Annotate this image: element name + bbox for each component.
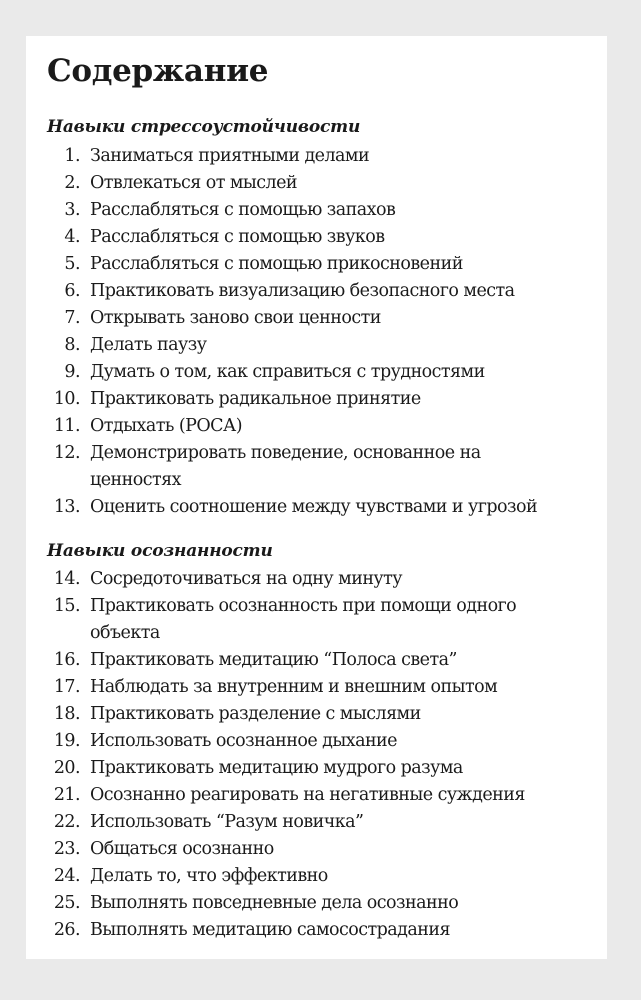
book-page (26, 36, 607, 959)
toc-item-number: 17. (53, 677, 80, 697)
toc-item (26, 917, 530, 944)
page-title: Содержание (47, 53, 269, 89)
toc-item-text: Отдыхать (РОСА) (90, 416, 242, 436)
toc-item-number: 1. (64, 146, 80, 166)
toc-item-number: 24. (53, 866, 80, 886)
toc-item-text: Делать то, что эффективно (90, 866, 328, 886)
toc-item (26, 863, 530, 890)
toc-item-number: 2. (64, 173, 80, 193)
toc-item (26, 197, 537, 224)
toc-item-number: 25. (53, 893, 80, 913)
toc-item-text: Наблюдать за внутренним и внешним опытом (90, 677, 498, 697)
toc-item (26, 701, 530, 728)
toc-item-text: Общаться осознанно (90, 839, 274, 859)
toc-item-text: Делать паузу (90, 335, 207, 355)
toc-item (26, 143, 537, 170)
toc-item (26, 566, 530, 593)
toc-item-text: Использовать “Разум новичка” (90, 812, 364, 832)
toc-item-text: Практиковать визуализацию безопасного места (90, 281, 515, 301)
toc-item (26, 440, 537, 494)
toc-item-text: Заниматься приятными делами (90, 146, 370, 166)
toc-item-number: 20. (53, 758, 80, 778)
toc-item (26, 494, 537, 521)
toc-item-number: 13. (53, 497, 80, 517)
toc-item (26, 674, 530, 701)
toc-item-text: Демонстрировать поведение, основанное на ценностях (90, 443, 481, 490)
toc-item-number: 5. (64, 254, 80, 274)
toc-item (26, 809, 530, 836)
toc-item-text: Выполнять медитацию самосострадания (90, 920, 450, 940)
toc-item-text: Выполнять повседневные дела осознанно (90, 893, 459, 913)
toc-item-number: 6. (64, 281, 80, 301)
toc-item-number: 8. (64, 335, 80, 355)
toc-item-text: Практиковать радикальное принятие (90, 389, 421, 409)
toc-item (26, 170, 537, 197)
toc-item-number: 22. (53, 812, 80, 832)
toc-item-number: 4. (64, 227, 80, 247)
toc-item (26, 386, 537, 413)
toc-item-text: Отвлекаться от мыслей (90, 173, 298, 193)
toc-item (26, 305, 537, 332)
section-heading-stress-tolerance: Навыки стрессоустойчивости (47, 117, 361, 137)
toc-item (26, 359, 537, 386)
toc-item (26, 593, 530, 647)
toc-item-text: Практиковать осознанность при помощи одного объекта (90, 596, 517, 643)
toc-item-text: Использовать осознанное дыхание (90, 731, 397, 751)
toc-item-text: Расслабляться с помощью звуков (90, 227, 385, 247)
toc-item-text: Практиковать разделение с мыслями (90, 704, 421, 724)
toc-item-number: 9. (64, 362, 80, 382)
toc-item (26, 728, 530, 755)
toc-item-number: 14. (53, 569, 80, 589)
toc-item-number: 10. (53, 389, 80, 409)
toc-item (26, 782, 530, 809)
toc-item (26, 647, 530, 674)
toc-item-text: Оценить соотношение между чувствами и угрозой (90, 497, 538, 517)
section-heading-mindfulness: Навыки осознанности (47, 541, 273, 561)
toc-item-number: 15. (53, 596, 80, 616)
toc-item (26, 755, 530, 782)
toc-list-mindfulness (26, 566, 530, 944)
toc-list-stress-tolerance (26, 143, 537, 521)
toc-item-number: 26. (53, 920, 80, 940)
toc-item-number: 23. (53, 839, 80, 859)
toc-item-number: 18. (53, 704, 80, 724)
toc-item-number: 11. (53, 416, 80, 436)
toc-item-number: 16. (53, 650, 80, 670)
toc-item (26, 278, 537, 305)
toc-item (26, 413, 537, 440)
toc-item-text: Расслабляться с помощью запахов (90, 200, 396, 220)
toc-item (26, 332, 537, 359)
toc-item-text: Практиковать медитацию мудрого разума (90, 758, 463, 778)
toc-item-text: Открывать заново свои ценности (90, 308, 381, 328)
toc-item-text: Практиковать медитацию “Полоса света” (90, 650, 457, 670)
toc-item (26, 836, 530, 863)
toc-item-text: Думать о том, как справиться с трудностями (90, 362, 485, 382)
toc-item-number: 7. (64, 308, 80, 328)
toc-item-number: 21. (53, 785, 80, 805)
toc-item-number: 19. (53, 731, 80, 751)
toc-item-text: Осознанно реагировать на негативные суждения (90, 785, 525, 805)
toc-item-text: Сосредоточиваться на одну минуту (90, 569, 403, 589)
toc-item-text: Расслабляться с помощью прикосновений (90, 254, 463, 274)
toc-item-number: 12. (53, 443, 80, 463)
toc-item (26, 251, 537, 278)
toc-item-number: 3. (64, 200, 80, 220)
toc-item (26, 224, 537, 251)
toc-item (26, 890, 530, 917)
